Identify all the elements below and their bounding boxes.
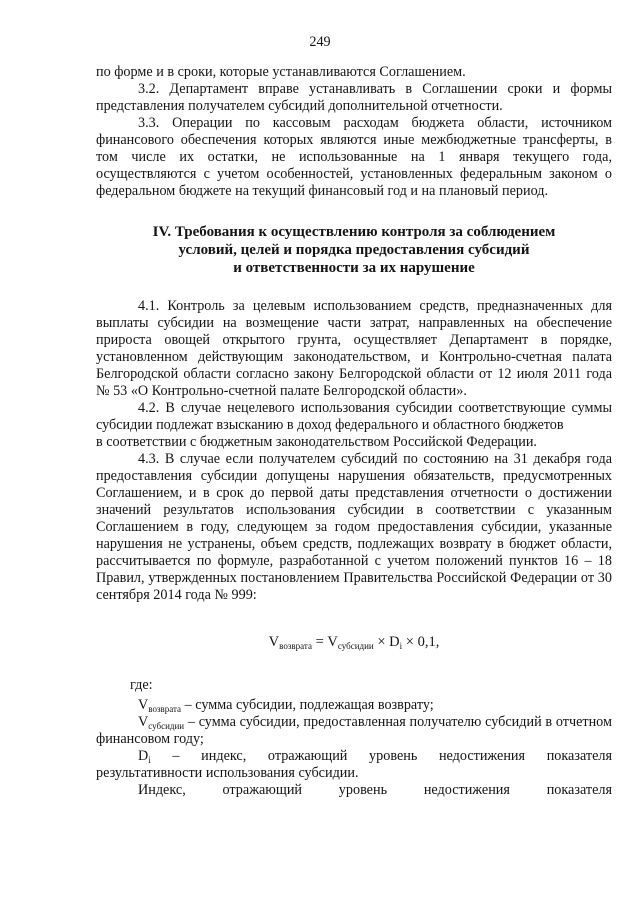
formula-sub-return: возврата xyxy=(279,641,312,651)
page-number: 249 xyxy=(309,34,331,50)
def2-text: – сумма субсидии, предоставленная получателю субсидий в отчетном финансовом году; xyxy=(96,714,612,747)
formula-v-2: V xyxy=(327,634,338,650)
paragraph-continuation: по форме и в сроки, которые устанавливаются Соглашением. xyxy=(96,64,466,80)
def1-text: – сумма субсидии, подлежащая возврату; xyxy=(181,697,434,713)
paragraph-4-2-continuation: в соответствии с бюджетным законодательством Российской Федерации. xyxy=(96,434,537,450)
formula-d: D xyxy=(389,634,400,650)
def3-symbol: D xyxy=(138,748,149,764)
formula-equals: = xyxy=(311,634,328,650)
paragraph-4-1: 4.1. Контроль за целевым использованием средств, предназначенных для выплаты субсидии на возмещение части затрат, направленных на обеспечение прироста овощей открытого грунта, осуществляет Департамент в порядке, установленном действующим законодательством, и Контрольно-счетная палата Белгородской области согласно закону Белгородской области от 12 июля 2011 года № 53 «О Контрольно-счетной палате Белгородской области». xyxy=(96,298,612,399)
def3-sub: i xyxy=(148,755,151,765)
definition-v-return xyxy=(96,697,612,714)
heading-line-2: условий, целей и порядка предоставления субсидий xyxy=(178,242,530,258)
paragraph-4-3: 4.3. В случае если получателем субсидий по состоянию на 31 декабря года предоставления субсидии допущены нарушения обязательств, предусмотренных Соглашением, и в срок до первой даты представления отчетности о достижении значений результатов использования субсидии в соответствии с указанным Соглашением в году, следующем за годом предоставления субсидии, указанные нарушения не устранены, объем средств, подлежащих возврату в бюджет области, рассчитывается по формуле, разработанной с учетом положений пунктов 16 – 18 Правил, утвержденных постановлением Правительства Российской Федерации от 30 сентября 2014 года № 999: xyxy=(96,451,612,603)
paragraph-4-2: 4.2. В случае нецелевого использования субсидии соответствующие суммы субсидии подлежат взысканию в доход федерального и областного бюджетов xyxy=(96,400,612,433)
heading-line-1: IV. Требования к осуществлению контроля за соблюдением xyxy=(152,224,556,240)
def1-sub: возврата xyxy=(148,704,182,714)
heading-line-3: и ответственности за их нарушение xyxy=(233,260,475,276)
def3-text: – индекс, отражающий уровень недостижения показателя результативности использования субсидии. xyxy=(96,748,612,781)
document-body xyxy=(96,64,612,799)
def2-sub: субсидии xyxy=(148,721,185,731)
return-formula xyxy=(96,634,612,651)
formula-v: V xyxy=(268,634,280,650)
paragraph-index-start: Индекс, отражающий уровень недостижения показателя xyxy=(138,782,612,798)
formula-tail: × 0,1, xyxy=(402,634,440,650)
formula-times: × xyxy=(373,634,390,650)
formula-sub-i: i xyxy=(399,641,403,651)
where-label: где: xyxy=(130,677,153,693)
def2-symbol: V xyxy=(138,714,149,730)
paragraph-3-3: 3.3. Операции по кассовым расходам бюджета области, источником финансового обеспечения которых являются иные межбюджетные трансферты, в том числе их остатки, не использованные на 1 января текущего года, осуществляются с учетом особенностей, установленных федеральным законом о федеральном бюджете на текущий финансовый год и на плановый период. xyxy=(96,115,612,199)
def1-symbol: V xyxy=(138,697,149,713)
formula-sub-subsidy: субсидии xyxy=(337,641,374,651)
section-heading xyxy=(96,223,612,277)
paragraph-3-2: 3.2. Департамент вправе устанавливать в Соглашении сроки и формы представления получателем субсидий дополнительной отчетности. xyxy=(96,81,612,114)
definition-d-index xyxy=(96,748,612,782)
definition-v-subsidy xyxy=(96,714,612,748)
